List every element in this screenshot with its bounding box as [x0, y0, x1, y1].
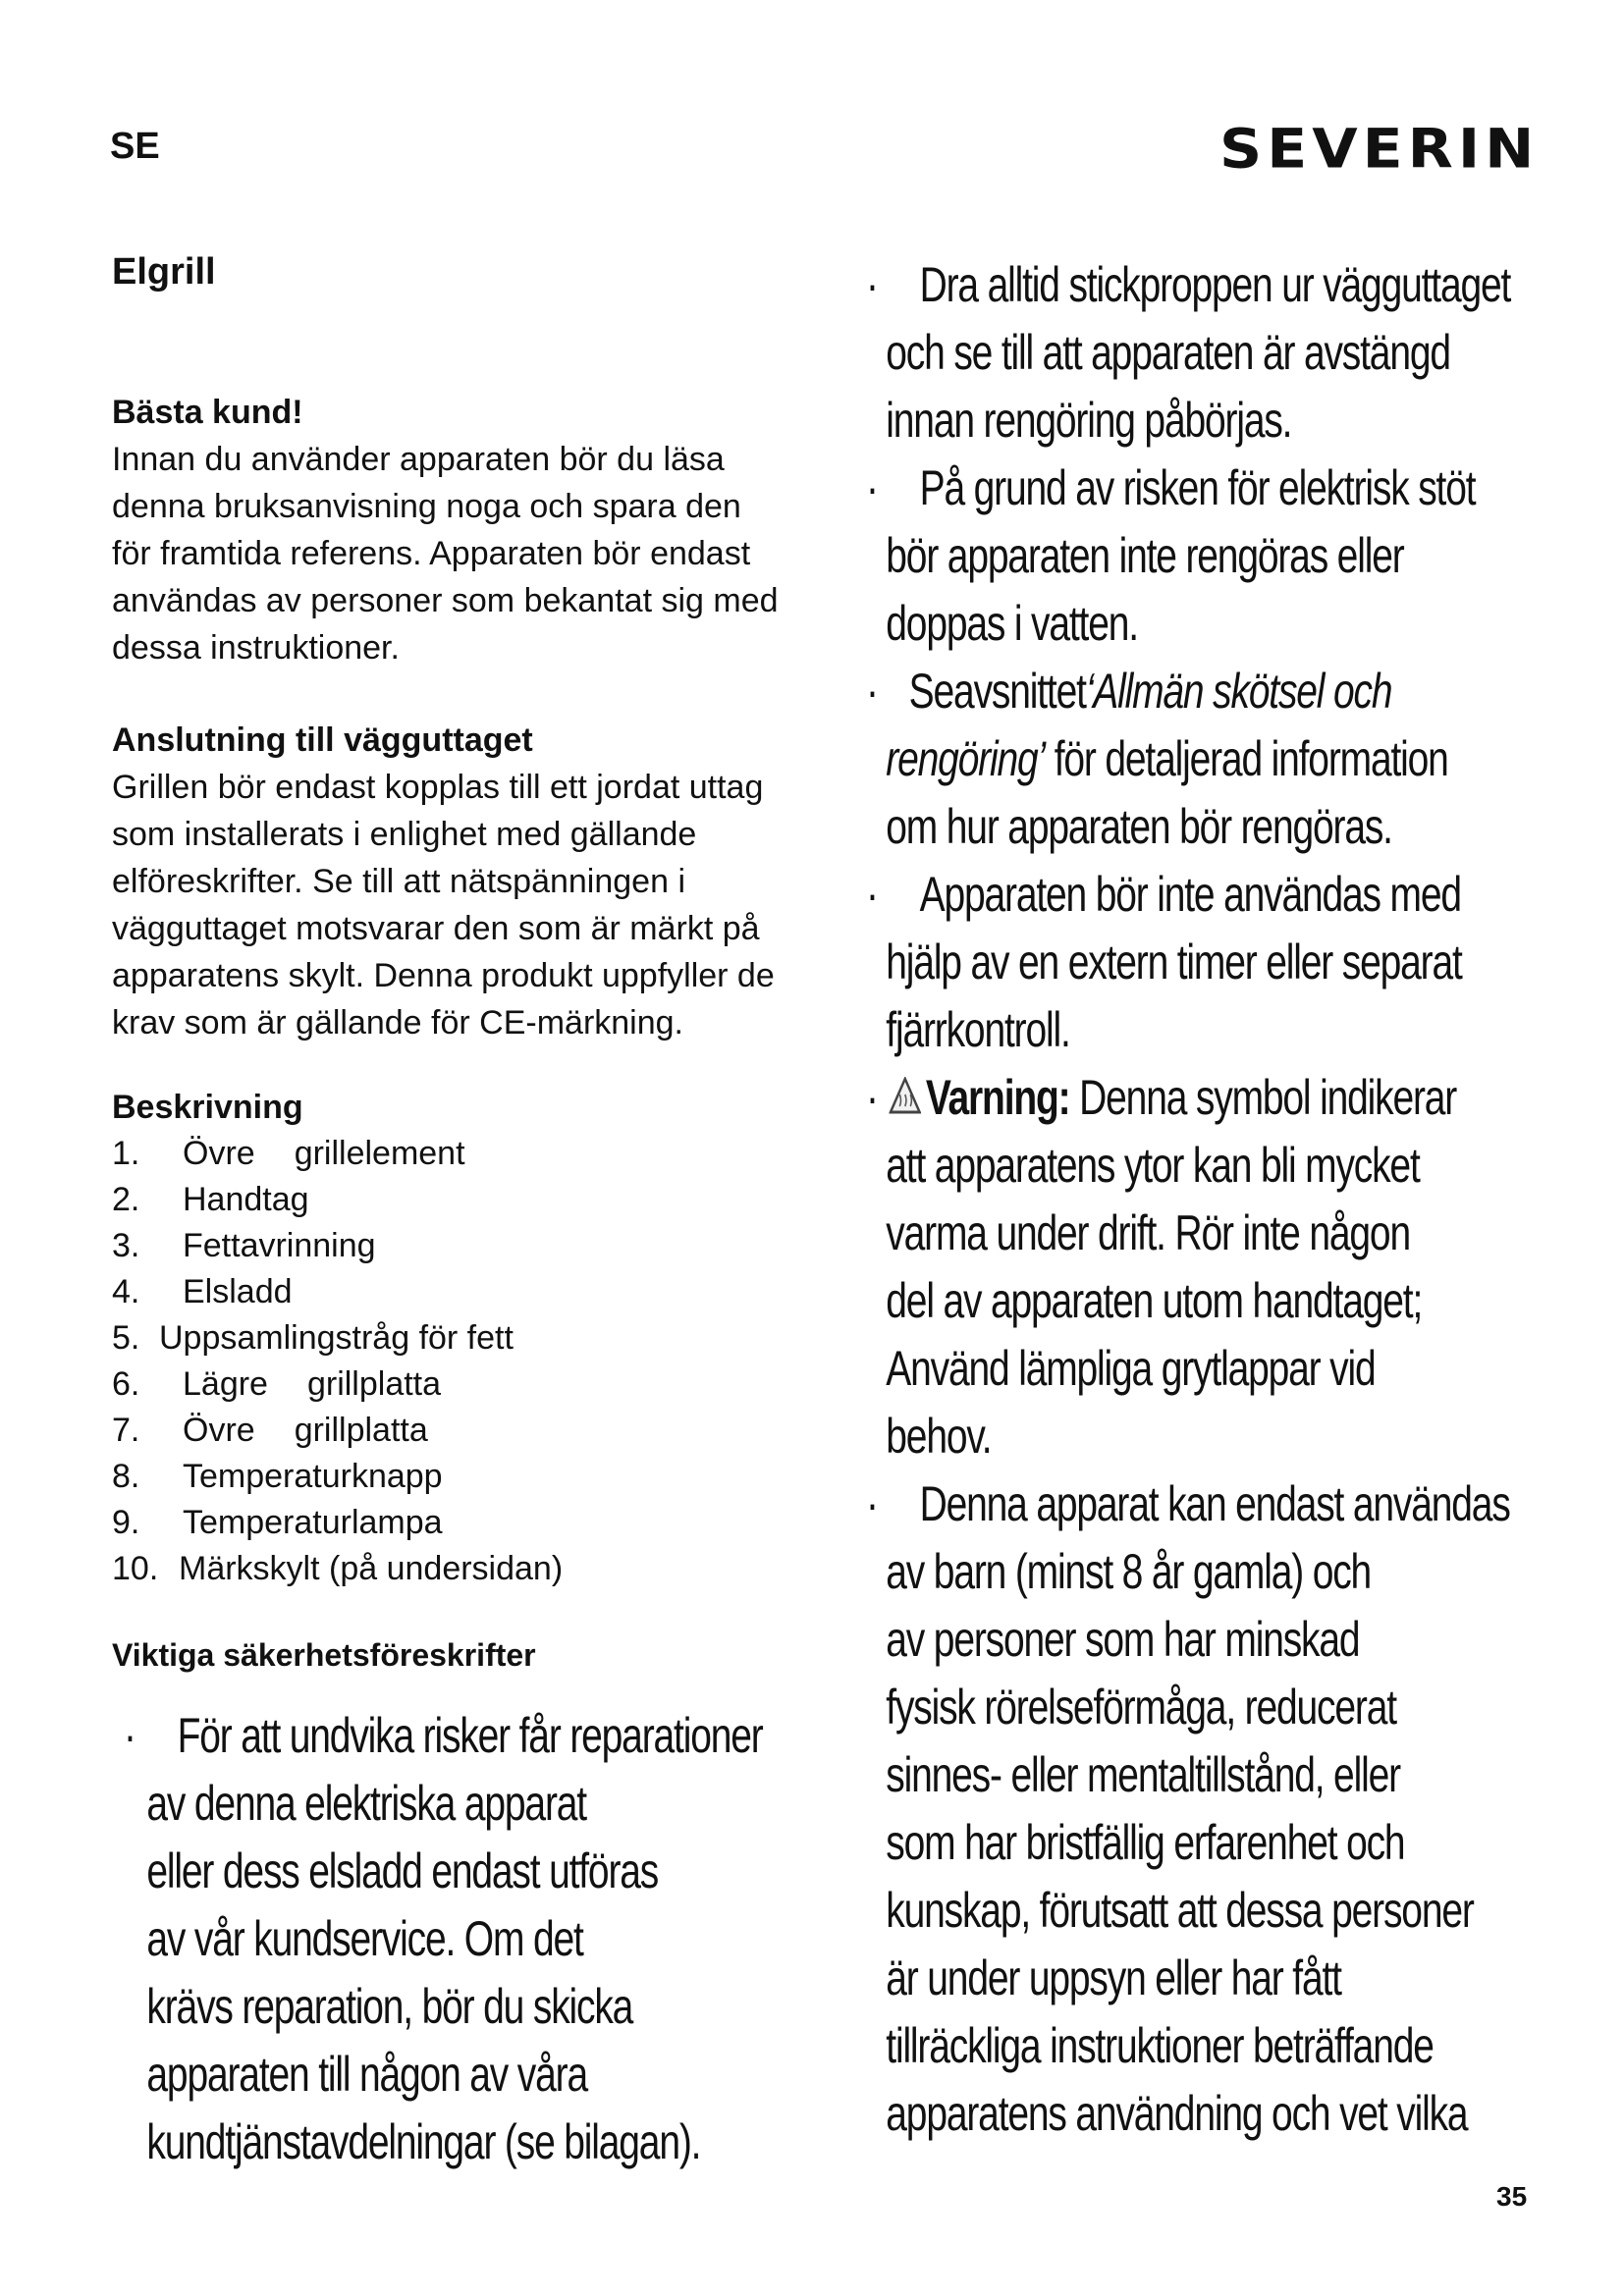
bullet-line: som har bristfällig erfarenhet och	[886, 1815, 1405, 1870]
bullet-line: doppas i vatten.	[886, 596, 1138, 651]
list-item	[112, 1362, 563, 1408]
item-text: Övre	[183, 1135, 255, 1172]
bullet-dot: ·	[866, 867, 878, 922]
connection-line: krav som är gällande för CE-märkning.	[112, 1004, 684, 1041]
bullet-line: av vår kundservice. Om det	[146, 1911, 583, 1966]
connection-line: Grillen bör endast kopplas till ett jordat uttag	[112, 769, 764, 806]
list-item	[112, 1408, 563, 1454]
connection-paragraph	[112, 764, 839, 1046]
bullet-line: innan rengöring påbörjas.	[886, 393, 1292, 448]
greeting-paragraph	[112, 436, 829, 671]
safety-bullet-repairs	[124, 1702, 763, 2176]
item-text: grillplatta	[294, 1412, 428, 1449]
list-item	[112, 1454, 563, 1500]
item-number: 2.	[112, 1181, 140, 1218]
bullet-line: apparaten till någon av våra	[146, 2047, 587, 2102]
connection-heading: Anslutning till vägguttaget	[112, 721, 533, 759]
severin-logo: SEVERIN	[1219, 118, 1540, 182]
bullet-line: för detaljerad information	[1045, 731, 1448, 786]
bullet-line: och se till att apparaten är avstängd	[886, 325, 1450, 380]
item-text: Temperaturlampa	[183, 1504, 443, 1541]
bullet-line: bör apparaten inte rengöras eller	[886, 528, 1404, 583]
item-number: 5.	[112, 1319, 140, 1357]
bullet-line: fjärrkontroll.	[886, 1002, 1070, 1057]
bullet-line: av personer som har minskad	[886, 1612, 1360, 1667]
bullet-line: av barn (minst 8 år gamla) och	[886, 1544, 1372, 1599]
bullet-dot: ·	[866, 460, 878, 515]
bullet-line: tillräckliga instruktioner beträffande	[886, 2018, 1434, 2073]
greeting-line: Innan du använder apparaten bör du läsa	[112, 441, 725, 478]
greeting-line: för framtida referens. Apparaten bör endast	[112, 535, 751, 572]
bullet-line: Dra alltid stickproppen ur vägguttaget	[919, 257, 1511, 312]
item-text: Handtag	[183, 1181, 309, 1218]
item-number: 8.	[112, 1458, 140, 1495]
item-number: 10.	[112, 1550, 159, 1587]
bullet-line: sinnes- eller mentaltillstånd, eller	[886, 1747, 1400, 1802]
bullet-dot: ·	[866, 1476, 878, 1531]
safety-heading: Viktiga säkerhetsföreskrifter	[112, 1637, 536, 1673]
bullet-line: om hur apparaten bör rengöras.	[886, 799, 1392, 854]
connection-line: som installerats i enlighet med gällande	[112, 816, 697, 853]
connection-line: vägguttaget motsvarar den som är märkt på	[112, 910, 760, 947]
bullet-line: hjälp av en extern timer eller separat	[886, 934, 1462, 989]
item-text: Elsladd	[183, 1273, 293, 1310]
bullet-line: kundtjänstavdelningar (se bilagan).	[146, 2114, 701, 2169]
bullet-line: behov.	[886, 1409, 992, 1464]
bullet-dot: ·	[866, 1070, 878, 1125]
parts-list	[112, 1131, 563, 1592]
greeting-line: dessa instruktioner.	[112, 629, 400, 667]
bullet-line: kunskap, förutsatt att dessa personer	[886, 1883, 1474, 1938]
language-code: SE	[110, 126, 160, 167]
bullet-dot: ·	[866, 257, 878, 312]
list-item	[112, 1131, 563, 1177]
bullet-line: krävs reparation, bör du skicka	[146, 1979, 633, 2034]
item-number: 9.	[112, 1504, 140, 1541]
list-item	[112, 1269, 563, 1315]
hot-surface-warning-icon	[889, 1077, 921, 1114]
italic-section-name: ‘Allmän skötsel och	[1085, 664, 1392, 719]
list-item	[112, 1315, 563, 1362]
connection-line: elföreskrifter. Se till att nätspänningen i	[112, 863, 685, 900]
bullet-line: Denna symbol indikerar	[1069, 1070, 1457, 1125]
greeting-heading: Bästa kund!	[112, 394, 303, 431]
item-text: grillelement	[294, 1135, 465, 1172]
bullet-line: Denna apparat kan endast användas	[919, 1476, 1510, 1531]
bullet-line: del av apparaten utom handtaget;	[886, 1273, 1423, 1328]
bullet-dot: ·	[124, 1708, 135, 1763]
item-number: 4.	[112, 1273, 140, 1310]
bullet-dot: ·	[866, 664, 878, 719]
bullet-line: av denna elektriska apparat	[146, 1776, 586, 1831]
bullet-line: För att undvika risker får reparationer	[177, 1708, 763, 1763]
bullet-line: att apparatens ytor kan bli mycket	[886, 1138, 1420, 1193]
item-text: Övre	[183, 1412, 255, 1449]
bullet-line: På grund av risken för elektrisk stöt	[919, 460, 1476, 515]
item-text: Fettavrinning	[183, 1227, 376, 1264]
item-number: 1.	[112, 1135, 140, 1172]
description-heading: Beskrivning	[112, 1089, 303, 1126]
item-text: grillplatta	[306, 1365, 442, 1403]
bullet-line: eller dess elsladd endast utföras	[146, 1843, 659, 1898]
item-number: 7.	[112, 1412, 140, 1449]
page-number: 35	[1496, 2181, 1528, 2212]
item-number: 6.	[112, 1365, 140, 1403]
bullet-line: Använd lämpliga grytlappar vid	[886, 1341, 1376, 1396]
greeting-line: denna bruksanvisning noga och spara den	[112, 488, 741, 525]
bullet-line: apparatens användning och vet vilka	[886, 2086, 1468, 2141]
list-item	[112, 1223, 563, 1269]
bullet-line: fysisk rörelseförmåga, reducerat	[886, 1680, 1396, 1735]
item-number: 3.	[112, 1227, 140, 1264]
bullet-line: varma under drift. Rör inte någon	[886, 1205, 1410, 1260]
list-item	[112, 1177, 563, 1223]
greeting-line: användas av personer som bekantat sig med	[112, 582, 779, 619]
item-text: Temperaturknapp	[183, 1458, 443, 1495]
item-text: Uppsamlingstråg för fett	[159, 1319, 514, 1357]
bullet-line: Seavsnittet	[908, 664, 1086, 719]
safety-right-column	[866, 251, 1510, 2148]
warning-label: Varning:	[925, 1070, 1070, 1125]
item-text: Lägre	[183, 1365, 268, 1403]
item-text: Märkskylt (på undersidan)	[179, 1550, 564, 1587]
italic-section-name: rengöring’	[886, 731, 1046, 786]
bullet-line: Apparaten bör inte användas med	[919, 867, 1461, 922]
connection-line: apparatens skylt. Denna produkt uppfyller de	[112, 957, 775, 994]
bullet-line: är under uppsyn eller har fått	[886, 1950, 1341, 2005]
list-item	[112, 1546, 563, 1592]
document-title: Elgrill	[112, 251, 216, 293]
list-item	[112, 1500, 563, 1546]
